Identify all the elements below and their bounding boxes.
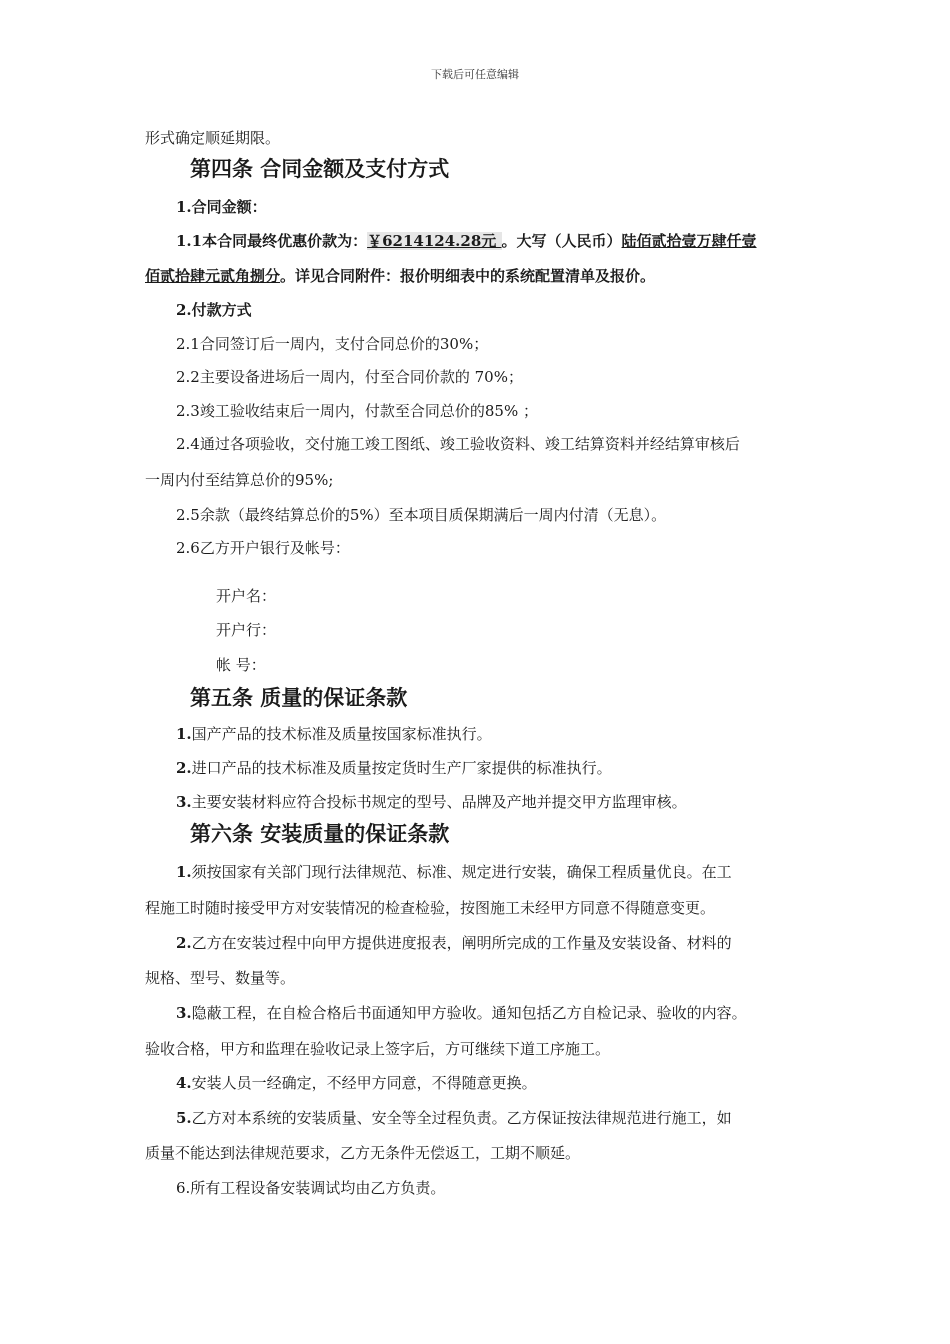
install-item-3-line-1: 3.隐蔽工程，在自检合格后书面通知甲方验收。通知包括乙方自检记录、验收的内容。 xyxy=(176,1004,747,1022)
payment-2-5: 2.5余款（最终结算总价的5%）至本项目质保期满后一周内付清（无息）。 xyxy=(176,506,667,524)
install-item-5-line-1: 5.乙方对本系统的安装质量、安全等全过程负责。乙方保证按法律规范进行施工，如 xyxy=(176,1109,732,1127)
payment-2-6: 2.6乙方开户银行及帐号： xyxy=(176,539,350,557)
install-item-2-line-2: 规格、型号、数量等。 xyxy=(145,969,296,987)
account-bank-label: 开户行： xyxy=(216,621,277,639)
install-item-2-line-1: 2.乙方在安装过程中向甲方提供进度报表，阐明所完成的工作量及安装设备、材料的 xyxy=(176,934,732,952)
clause-2-heading: 2.付款方式 xyxy=(176,301,252,319)
article-6-title: 第六条 安装质量的保证条款 xyxy=(190,821,450,846)
quality-item-1: 1.国产产品的技术标准及质量按国家标准执行。 xyxy=(176,725,492,743)
payment-2-4-line-2: 一周内付至结算总价的95%; xyxy=(145,471,334,489)
clause-1-1-caps-label: 。大写（人民币） xyxy=(501,232,622,250)
payment-2-2: 2.2主要设备进场后一周内，付至合同价款的 70%； xyxy=(176,368,523,386)
clause-1-1-line-1 xyxy=(176,231,757,251)
clause-1-heading: 1.合同金额： xyxy=(176,198,267,216)
account-name-label: 开户名： xyxy=(216,587,277,605)
clause-1-1-tail: 。详见合同附件：报价明细表中的系统配置清单及报价。 xyxy=(280,267,656,285)
clause-1-1-line-2 xyxy=(145,266,655,286)
continuation-line: 形式确定顺延期限。 xyxy=(145,129,281,147)
article-4-title: 第四条 合同金额及支付方式 xyxy=(190,156,450,181)
install-item-3-line-2: 验收合格，甲方和监理在验收记录上签字后，方可继续下道工序施工。 xyxy=(145,1040,611,1058)
page-header-note: 下载后可任意编辑 xyxy=(431,68,519,81)
install-item-1-line-1: 1.须按国家有关部门现行法律规范、标准、规定进行安装，确保工程质量优良。在工 xyxy=(176,863,732,881)
amount-in-words-part-2: 佰贰拾肆元贰角捌分 xyxy=(145,267,281,285)
install-item-4: 4.安装人员一经确定，不经甲方同意，不得随意更换。 xyxy=(176,1074,537,1092)
install-item-6: 6.所有工程设备安装调试均由乙方负责。 xyxy=(176,1179,446,1197)
clause-1-1-intro: 1.1本合同最终优惠价款为： xyxy=(176,232,368,250)
account-number-label: 帐 号： xyxy=(216,656,266,674)
amount-in-words-part-1: 陆佰贰拾壹万肆仟壹 xyxy=(621,232,757,250)
contract-amount: ￥6214124.28元 xyxy=(367,232,502,250)
payment-2-4-line-1: 2.4通过各项验收，交付施工竣工图纸、竣工验收资料、竣工结算资料并经结算审核后 xyxy=(176,435,740,453)
install-item-1-line-2: 程施工时随时接受甲方对安装情况的检查检验，按图施工未经甲方同意不得随意变更。 xyxy=(145,899,716,917)
quality-item-3: 3.主要安装材料应符合投标书规定的型号、品牌及产地并提交甲方监理审核。 xyxy=(176,793,687,811)
quality-item-2: 2.进口产品的技术标准及质量按定货时生产厂家提供的标准执行。 xyxy=(176,759,612,777)
payment-2-1: 2.1合同签订后一周内，支付合同总价的30%； xyxy=(176,335,489,353)
article-5-title: 第五条 质量的保证条款 xyxy=(190,685,408,710)
install-item-5-line-2: 质量不能达到法律规范要求，乙方无条件无偿返工，工期不顺延。 xyxy=(145,1144,581,1162)
payment-2-3: 2.3竣工验收结束后一周内，付款至合同总价的85% ； xyxy=(176,402,538,420)
